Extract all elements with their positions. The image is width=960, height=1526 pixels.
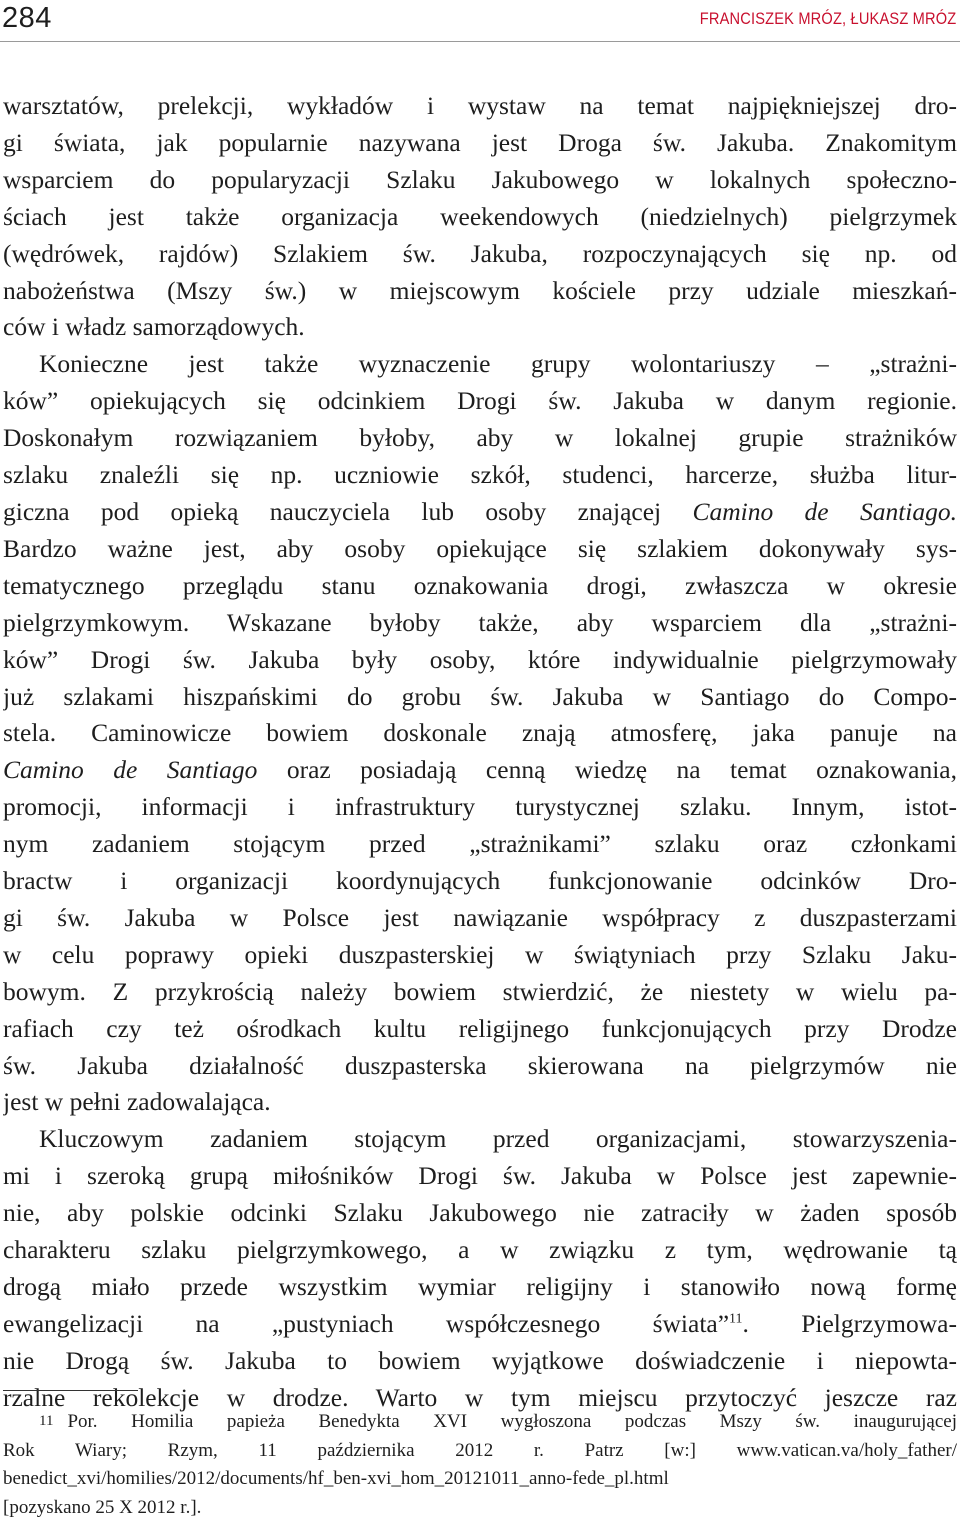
text-line: drogą miało przede wszystkim wymiar religijny i stanowiło nową formę bbox=[3, 1272, 957, 1301]
text-line bbox=[3, 752, 957, 789]
text-segment: oraz posiadają cenną wiedzę na temat oznakowania, bbox=[257, 755, 957, 785]
text-line: Konieczne jest także wyznaczenie grupy wolontariuszy – „strażni- bbox=[39, 349, 957, 379]
text-line: jest w pełni zadowalająca. bbox=[3, 1087, 271, 1117]
text-line: mi i szeroką grupą miłośników Drogi św. Jakuba w Polsce jest zapewnie- bbox=[3, 1161, 957, 1191]
text-line: nym zadaniem stojącym przed „strażnikami” szlaku oraz członkami bbox=[3, 829, 957, 859]
footnote-link[interactable]: benedict_xvi/homilies/2012/documents/hf_ben-xvi_hom_20121011_anno-fede_pl.html bbox=[3, 1468, 669, 1490]
italic-term: Camino de Santiago bbox=[3, 755, 258, 785]
page-number: 284 bbox=[2, 2, 52, 34]
text-segment: . Pielgrzymowa- bbox=[742, 1308, 957, 1338]
text-segment: giczna pod opieką nauczyciela lub osoby znającej bbox=[3, 496, 693, 526]
text-line: gi świata, jak popularnie nazywana jest Droga św. Jakuba. Znakomitym bbox=[3, 127, 957, 157]
text-line: szlaku znaleźli się np. uczniowie szkół, studenci, harcerze, służba litur- bbox=[3, 460, 957, 490]
footnote-line bbox=[3, 1407, 957, 1437]
text-line: tematycznego przeglądu stanu oznakowania drogi, zwłaszcza w okresie bbox=[3, 570, 957, 600]
text-line: nie Drogą św. Jakuba to bowiem wyjątkowe doświadczenie i niepowta- bbox=[3, 1345, 957, 1375]
text-line bbox=[3, 494, 957, 531]
text-line: (wędrówek, rajdów) Szlakiem św. Jakuba, rozpoczynających się np. od bbox=[3, 238, 957, 268]
text-line: rafiach czy też ośrodkach kultu religijnego funkcjonujących przy Drodze bbox=[3, 1013, 957, 1043]
text-line: ców i władz samorządowych. bbox=[3, 312, 305, 342]
text-line: warsztatów, prelekcji, wykładów i wystaw na temat najpiękniejszej dro- bbox=[3, 91, 957, 120]
text-line bbox=[3, 1306, 957, 1343]
text-line: ków” opiekujących się odcinkiem Drogi św. Jakuba w danym regionie. bbox=[3, 386, 957, 416]
text-line: w celu poprawy opieki duszpasterskiej w świątyniach przy Szlaku Jaku- bbox=[3, 939, 957, 969]
text-line: bowym. Z przykrością należy bowiem stwierdzić, że niestety w wielu pa- bbox=[3, 976, 957, 1006]
text-line: Doskonałym rozwiązaniem byłoby, aby w lokalnej grupie strażników bbox=[3, 423, 957, 453]
text-line: ściach jest także organizacja weekendowych (niedzielnych) pielgrzymek bbox=[3, 201, 957, 231]
page-header bbox=[0, 0, 960, 40]
text-line: Bardzo ważne jest, aby osoby opiekujące się szlakiem dokonywały sys- bbox=[3, 533, 957, 563]
text-line: ków” Drogi św. Jakuba były osoby, które indywidualnie pielgrzymowały bbox=[3, 644, 957, 674]
running-head-authors: FRANCISZEK MRÓZ, ŁUKASZ MRÓZ bbox=[699, 9, 956, 28]
footnote-divider bbox=[3, 1390, 138, 1391]
body-text bbox=[3, 88, 957, 1417]
text-line: gi św. Jakuba w Polsce jest nawiązanie współpracy z duszpasterzami bbox=[3, 902, 957, 932]
header-divider bbox=[0, 41, 960, 42]
text-line: stela. Caminowicze bowiem doskonale znają atmosferę, jaka panuje na bbox=[3, 718, 957, 748]
footnote-line: Rok Wiary; Rzym, 11 października 2012 r. Patrz [w:] www.vatican.va/holy_father/ bbox=[3, 1439, 957, 1461]
italic-term: Camino de Santiago. bbox=[692, 496, 957, 526]
footnote-number: 11 bbox=[39, 1413, 54, 1429]
text-line: Kluczowym zadaniem stojącym przed organizacjami, stowarzyszenia- bbox=[39, 1124, 957, 1154]
footnotes bbox=[3, 1407, 957, 1522]
text-line: charakteru szlaku pielgrzymkowego, a w związku z tym, wędrowanie tą bbox=[3, 1235, 957, 1265]
footnote-line: [pozyskano 25 X 2012 r.]. bbox=[3, 1496, 202, 1518]
text-line: rzalne rekolekcje w drodze. Warto w tym miejscu przytoczyć jeszcze raz bbox=[3, 1382, 957, 1412]
text-line: promocji, informacji i infrastruktury turystycznej szlaku. Innym, istot- bbox=[3, 792, 957, 822]
text-line: nie, aby polskie odcinki Szlaku Jakubowego nie zatraciły w żaden sposób bbox=[3, 1198, 957, 1228]
text-line: wsparciem do popularyzacji Szlaku Jakubowego w lokalnych społeczno- bbox=[3, 164, 957, 194]
footnote-reference[interactable]: 11 bbox=[729, 1311, 743, 1327]
text-line: nabożeństwa (Mszy św.) w miejscowym kościele przy udziale mieszkań- bbox=[3, 275, 957, 305]
text-line: bractw i organizacji koordynujących funkcjonowanie odcinków Dro- bbox=[3, 866, 957, 896]
text-line: pielgrzymkowym. Wskazane byłoby także, aby wsparciem dla „strażni- bbox=[3, 607, 957, 637]
text-segment: ewangelizacji na „pustyniach współczesnego świata” bbox=[3, 1308, 730, 1338]
text-line: św. Jakuba działalność duszpasterska skierowana na pielgrzymów nie bbox=[3, 1050, 957, 1080]
footnote-text: Por. Homilia papieża Benedykta XVI wygłoszona podczas Mszy św. inaugurującej bbox=[67, 1411, 957, 1432]
text-line: już szlakami hiszpańskimi do grobu św. Jakuba w Santiago do Compo- bbox=[3, 681, 957, 711]
